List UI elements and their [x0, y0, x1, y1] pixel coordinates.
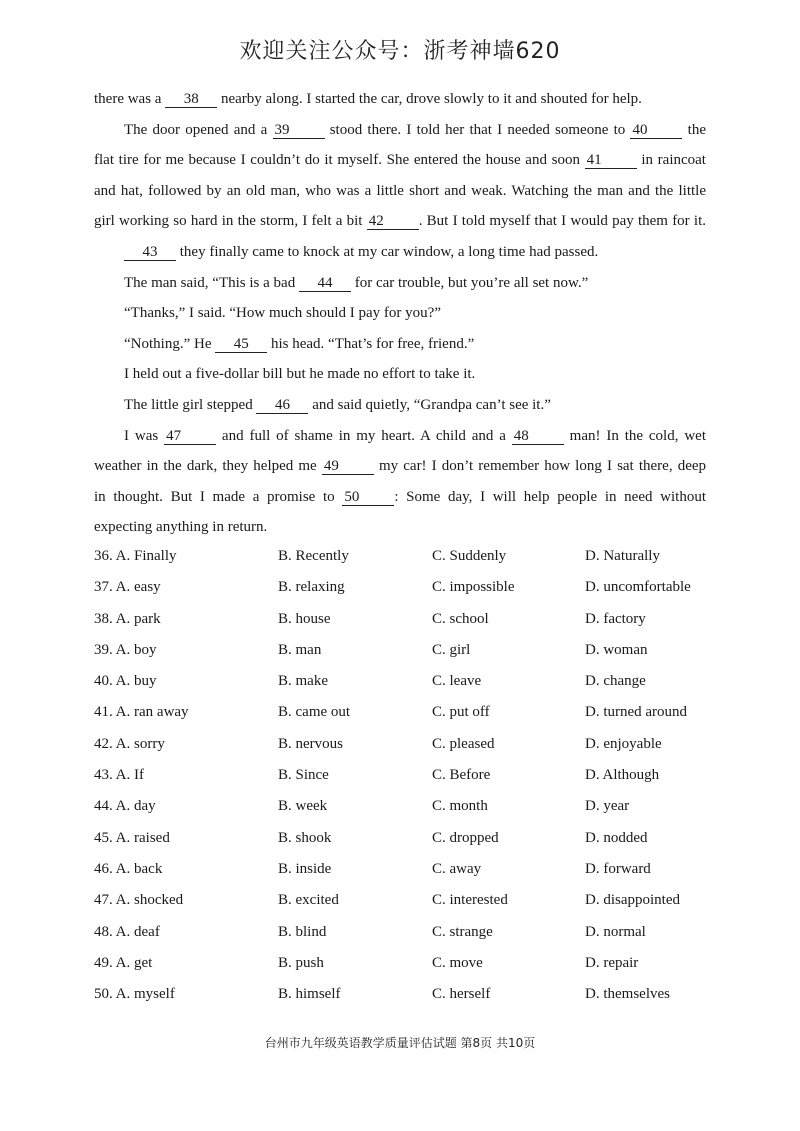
passage-line	[94, 329, 706, 360]
passage-text: flat tire for me because I couldn’t do it myself. She entered the house and soon	[94, 152, 585, 169]
option-b: B. make	[278, 673, 328, 690]
page-header-watermark: 欢迎关注公众号：浙考神墙620	[239, 39, 561, 64]
option-d: D. change	[585, 673, 646, 690]
option-d: D. Although	[585, 767, 660, 784]
option-a: 39. A. boy	[94, 641, 157, 658]
option-a: 36. A. Finally	[94, 548, 177, 564]
option-b: B. week	[278, 798, 328, 815]
option-d: D. normal	[585, 923, 646, 940]
question-row	[94, 572, 714, 603]
option-b: B. relaxing	[278, 579, 345, 596]
answer-options	[94, 541, 714, 1010]
blank-47: 47	[164, 428, 216, 445]
passage-line	[94, 421, 706, 452]
passage-text: “Nothing.” He	[124, 335, 216, 352]
question-row	[94, 791, 714, 822]
blank-44: 44	[299, 275, 351, 292]
option-d: D. Naturally	[585, 548, 660, 564]
option-b: B. excited	[278, 892, 339, 909]
option-d: D. nodded	[585, 829, 648, 846]
passage-text: . But I told myself that I would pay them for it.	[418, 213, 706, 230]
option-a: 50. A. myself	[94, 986, 175, 1003]
passage-text: my car! I don’t remember how long I sat there, deep	[373, 458, 706, 475]
passage-text: girl working so hard in the storm, I felt a bit	[94, 213, 367, 230]
option-a: 44. A. day	[94, 798, 156, 815]
option-b: B. man	[278, 641, 322, 658]
passage-line	[94, 451, 706, 482]
question-row	[94, 635, 714, 666]
option-c: C. girl	[432, 641, 471, 658]
question-row	[94, 760, 714, 791]
option-c: C. put off	[432, 704, 490, 721]
passage-text: weather in the dark, they helped me	[94, 458, 322, 475]
question-row	[94, 917, 714, 948]
blank-48: 48	[512, 428, 564, 445]
passage-line	[94, 176, 706, 207]
option-b: B. house	[278, 610, 331, 627]
option-a: 40. A. buy	[94, 673, 157, 690]
passage-line	[94, 115, 706, 146]
blank-41: 41	[585, 152, 637, 169]
option-c: C. Before	[432, 767, 491, 784]
blank-42: 42	[367, 213, 419, 230]
option-d: D. repair	[585, 954, 639, 971]
passage-text: “Thanks,” I said. “How much should I pay for you?”	[124, 305, 441, 322]
cloze-passage	[94, 84, 706, 543]
option-d: D. disappointed	[585, 892, 680, 909]
passage-line	[94, 145, 706, 176]
passage-text: stood there. I told her that I needed someone to	[324, 121, 631, 138]
question-row	[94, 948, 714, 979]
option-b: B. Recently	[278, 548, 349, 564]
option-c: C. school	[432, 610, 489, 627]
option-d: D. turned around	[585, 704, 688, 721]
page-footer: 台州市九年级英语教学质量评估试题 第8页 共10页	[264, 1036, 536, 1050]
option-d: D. enjoyable	[585, 735, 662, 752]
option-b: B. push	[278, 954, 324, 971]
option-a: 45. A. raised	[94, 829, 170, 846]
option-a: 42. A. sorry	[94, 735, 165, 752]
question-row	[94, 604, 714, 635]
blank-38: 38	[165, 91, 217, 108]
option-c: C. pleased	[432, 735, 495, 752]
option-b: B. blind	[278, 923, 327, 940]
passage-line	[94, 482, 706, 513]
passage-text: : Some day, I will help people in need without	[394, 488, 706, 505]
passage-text: in thought. But I made a promise to	[94, 488, 343, 505]
passage-text: expecting anything in return.	[94, 519, 268, 536]
passage-text: The little girl stepped	[124, 396, 257, 413]
blank-40: 40	[630, 122, 682, 139]
option-c: C. month	[432, 798, 488, 815]
option-c: C. herself	[432, 986, 491, 1003]
passage-text: they finally came to knock at my car window, a long time had passed.	[176, 243, 599, 260]
option-c: C. Suddenly	[432, 548, 507, 564]
passage-line	[94, 206, 706, 237]
question-row	[94, 979, 714, 1010]
option-a: 38. A. park	[94, 610, 161, 627]
passage-line	[94, 512, 706, 543]
option-a: 43. A. If	[94, 767, 144, 784]
passage-text: and full of shame in my heart. A child and a	[216, 427, 512, 444]
passage-line	[94, 268, 706, 299]
passage-text: The man said, “This is a bad	[124, 274, 299, 291]
option-c: C. leave	[432, 673, 482, 690]
passage-text: his head. “That’s for free, friend.”	[267, 335, 475, 352]
passage-text: and hat, followed by an old man, who was a little short and weak. Watching the man and the little	[94, 182, 706, 199]
passage-text: I held out a five-dollar bill but he made no effort to take it.	[124, 366, 476, 383]
passage-line	[94, 390, 706, 421]
blank-45: 45	[215, 336, 267, 353]
option-c: C. move	[432, 954, 483, 971]
option-d: D. uncomfortable	[585, 579, 691, 596]
passage-text: The door opened and a	[124, 121, 273, 138]
passage-text: in raincoat	[636, 152, 706, 169]
question-row	[94, 854, 714, 885]
blank-50: 50	[342, 489, 394, 506]
option-b: B. inside	[278, 860, 332, 877]
option-a: 46. A. back	[94, 860, 163, 877]
blank-43: 43	[124, 244, 176, 261]
option-b: B. nervous	[278, 735, 343, 752]
option-b: B. himself	[278, 986, 341, 1003]
passage-text: man! In the cold, wet	[563, 427, 706, 444]
option-c: C. away	[432, 860, 482, 877]
option-d: D. forward	[585, 860, 651, 877]
question-row	[94, 541, 714, 572]
option-a: 47. A. shocked	[94, 892, 184, 909]
passage-line	[94, 359, 706, 390]
option-c: C. dropped	[432, 829, 499, 846]
passage-text: there was a	[94, 91, 166, 107]
option-d: D. themselves	[585, 986, 670, 1003]
option-d: D. factory	[585, 610, 646, 627]
passage-line	[94, 237, 706, 268]
option-d: D. year	[585, 798, 630, 815]
option-c: C. interested	[432, 892, 508, 909]
question-row	[94, 697, 714, 728]
question-row	[94, 729, 714, 760]
option-a: 48. A. deaf	[94, 923, 160, 940]
option-c: C. impossible	[432, 579, 515, 596]
question-row	[94, 666, 714, 697]
passage-text: for car trouble, but you’re all set now.”	[350, 274, 589, 291]
passage-line	[94, 298, 706, 329]
passage-line	[94, 84, 706, 115]
option-b: B. shook	[278, 829, 332, 846]
blank-39: 39	[273, 122, 325, 139]
option-a: 37. A. easy	[94, 579, 161, 596]
blank-49: 49	[322, 458, 374, 475]
option-b: B. came out	[278, 704, 351, 721]
option-d: D. woman	[585, 641, 648, 658]
option-a: 41. A. ran away	[94, 704, 189, 721]
passage-text: nearby along. I started the car, drove slowly to it and shouted for help.	[217, 91, 642, 107]
question-row	[94, 885, 714, 916]
option-c: C. strange	[432, 923, 493, 940]
blank-46: 46	[256, 397, 308, 414]
question-row	[94, 823, 714, 854]
option-b: B. Since	[278, 767, 329, 784]
passage-text: and said quietly, “Grandpa can’t see it.”	[308, 396, 551, 413]
option-a: 49. A. get	[94, 954, 153, 971]
passage-text: the	[682, 121, 706, 138]
passage-text: I was	[124, 427, 165, 444]
